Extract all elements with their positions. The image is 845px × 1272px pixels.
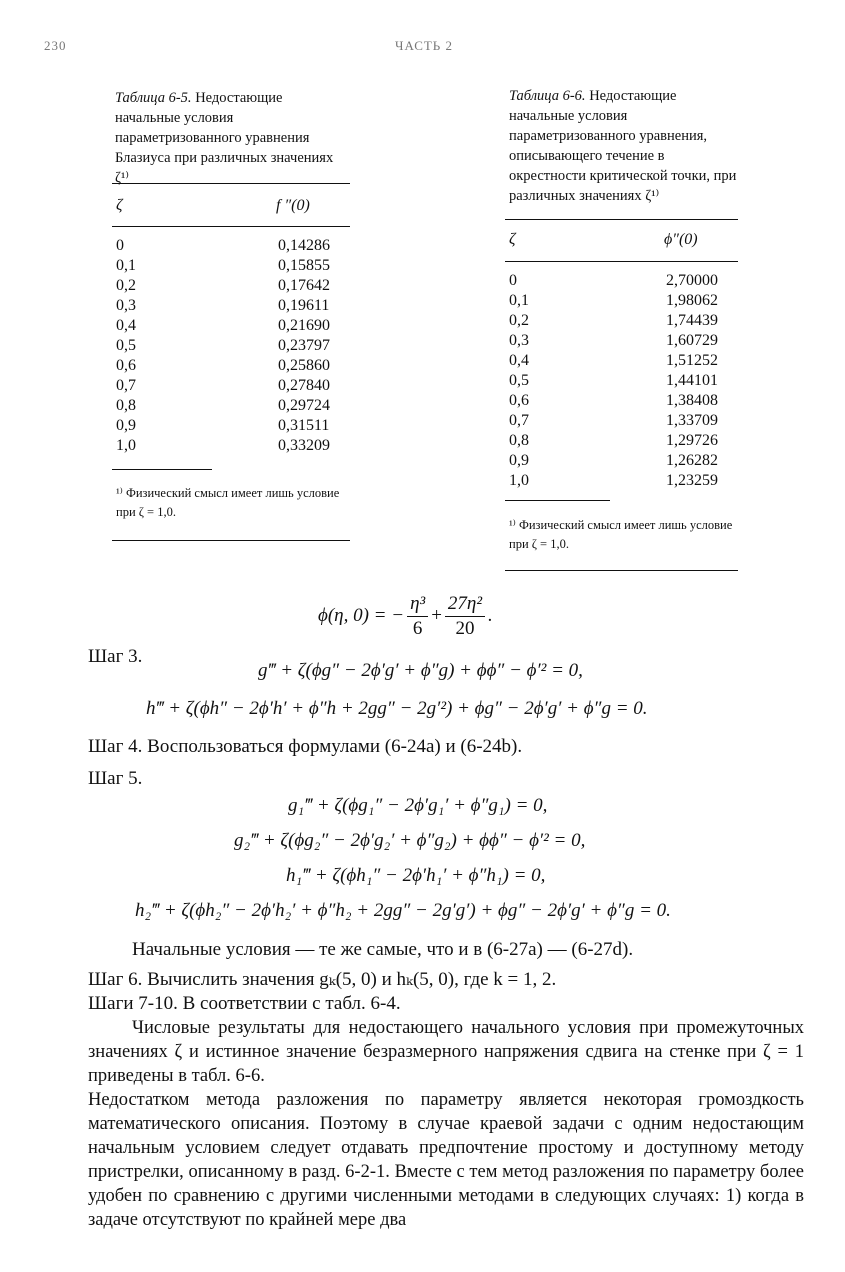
table-6-5-bottom-rule xyxy=(112,540,350,541)
table-6-5-label: Таблица 6-5. xyxy=(115,90,192,106)
formula-phi xyxy=(318,592,493,641)
step4: Шаг 4. Воспользоваться формулами (6-24a) и (6-24b). xyxy=(88,736,523,757)
step5-eq2: g₂‴ + ζ(ϕg₂″ − 2ϕ′g₂′ + ϕ″g₂) + ϕϕ″ − ϕ′² = 0, xyxy=(234,830,586,851)
initial-conditions: Начальные условия — те же самые, что и в (6-27a) — (6-27d). xyxy=(132,939,634,960)
value-cell: 1,51252 xyxy=(666,352,718,369)
zeta-cell: 0,6 xyxy=(509,392,529,409)
zeta-cell: 0,4 xyxy=(509,352,529,369)
table-6-6-caption-text: Недостающие начальные условия параметризованного уравнения, описывающего течение в окрестности критической точки, при различных значениях ζ¹⁾ xyxy=(509,88,737,204)
zeta-cell: 0,9 xyxy=(509,452,529,469)
table-row xyxy=(509,411,718,431)
table-6-6-label: Таблица 6-6. xyxy=(509,88,586,104)
formula-phi-plus: + xyxy=(431,604,442,626)
table-6-5-top-rule xyxy=(112,183,350,184)
table-row xyxy=(116,276,330,296)
value-cell: 0,25860 xyxy=(278,357,330,374)
table-6-5-caption xyxy=(115,88,350,188)
table-row xyxy=(116,256,330,276)
value-cell: 1,98062 xyxy=(666,292,718,309)
zeta-cell: 1,0 xyxy=(116,437,136,454)
zeta-cell: 0,2 xyxy=(116,277,136,294)
zeta-cell: 0,3 xyxy=(116,297,136,314)
table-row xyxy=(116,376,330,396)
table-6-5-caption-text: Недостающие начальные условия параметризованного уравнения Блазиуса при различных значениях ζ¹⁾ xyxy=(115,90,334,186)
table-row xyxy=(509,271,718,291)
value-cell: 0,33209 xyxy=(278,437,330,454)
step5-label: Шаг 5. xyxy=(88,768,143,789)
table-row xyxy=(509,391,718,411)
step5-eq3: h₁‴ + ζ(ϕh₁″ − 2ϕ′h₁′ + ϕ″h₁) = 0, xyxy=(286,865,546,886)
zeta-cell: 0,1 xyxy=(509,292,529,309)
zeta-cell: 0,3 xyxy=(509,332,529,349)
value-cell: 1,26282 xyxy=(666,452,718,469)
table-row xyxy=(116,436,330,456)
value-cell: 0,15855 xyxy=(278,257,330,274)
table-6-6-col2: ϕ″(0) xyxy=(664,231,698,248)
zeta-cell: 0,7 xyxy=(116,377,136,394)
table-row xyxy=(116,236,330,256)
table-row xyxy=(509,291,718,311)
formula-phi-frac2-num: 27η² xyxy=(445,592,485,617)
value-cell: 1,60729 xyxy=(666,332,718,349)
formula-phi-frac1 xyxy=(407,592,428,641)
value-cell: 2,70000 xyxy=(666,272,718,289)
zeta-cell: 0,5 xyxy=(509,372,529,389)
formula-phi-frac2-den: 20 xyxy=(455,618,475,639)
table-6-6-col1: ζ xyxy=(509,231,516,248)
formula-phi-end: . xyxy=(488,604,493,626)
zeta-cell: 0,1 xyxy=(116,257,136,274)
table-6-5-header xyxy=(116,196,310,216)
zeta-cell: 0,8 xyxy=(509,432,529,449)
table-row xyxy=(116,356,330,376)
formula-phi-lhs: ϕ(η, 0) = − xyxy=(318,604,405,626)
table-6-6-top-rule xyxy=(505,219,738,220)
table-6-6-footnote-rule xyxy=(505,500,610,501)
table-6-5-footnote-rule xyxy=(112,469,212,470)
formula-phi-frac2 xyxy=(445,592,485,641)
table-6-6-body xyxy=(509,271,718,491)
value-cell: 1,29726 xyxy=(666,432,718,449)
zeta-cell: 1,0 xyxy=(509,472,529,489)
zeta-cell: 0,9 xyxy=(116,417,136,434)
value-cell: 0,31511 xyxy=(278,417,330,434)
zeta-cell: 0,8 xyxy=(116,397,136,414)
step3-label: Шаг 3. xyxy=(88,646,143,667)
table-row xyxy=(116,416,330,436)
table-6-6-caption xyxy=(509,86,737,206)
table-row xyxy=(509,431,718,451)
value-cell: 0,29724 xyxy=(278,397,330,414)
value-cell: 0,27840 xyxy=(278,377,330,394)
zeta-cell: 0,6 xyxy=(116,357,136,374)
table-6-5-header-rule xyxy=(112,226,350,227)
table-row xyxy=(509,451,718,471)
table-row xyxy=(509,331,718,351)
step3-eq1: g‴ + ζ(ϕg″ − 2ϕ′g′ + ϕ″g) + ϕϕ″ − ϕ′² = 0, xyxy=(258,660,583,681)
zeta-cell: 0,5 xyxy=(116,337,136,354)
table-row xyxy=(509,371,718,391)
value-cell: 0,19611 xyxy=(278,297,330,314)
formula-phi-frac1-den: 6 xyxy=(412,618,423,639)
table-6-5-body xyxy=(116,236,330,456)
value-cell: 1,74439 xyxy=(666,312,718,329)
zeta-cell: 0,4 xyxy=(116,317,136,334)
page-number: 230 xyxy=(44,38,67,53)
zeta-cell: 0 xyxy=(116,237,124,254)
table-6-5-col1: ζ xyxy=(116,197,123,214)
table-6-6-bottom-rule xyxy=(505,570,738,571)
table-row xyxy=(116,316,330,336)
table-row xyxy=(116,396,330,416)
step5-eq4: h₂‴ + ζ(ϕh₂″ − 2ϕ′h₂′ + ϕ″h₂ + 2gg″ − 2g′g′) + ϕg″ − 2ϕ′g′ + ϕ″g = 0. xyxy=(135,900,671,921)
table-6-5-col2: f ″(0) xyxy=(276,197,310,214)
table-row xyxy=(509,351,718,371)
table-6-6-footnote: ¹⁾ Физический смысл имеет лишь условие при ζ = 1,0. xyxy=(509,518,733,551)
zeta-cell: 0,7 xyxy=(509,412,529,429)
zeta-cell: 0,2 xyxy=(509,312,529,329)
value-cell: 1,33709 xyxy=(666,412,718,429)
table-row xyxy=(509,311,718,331)
table-6-6-header-rule xyxy=(505,261,738,262)
table-row xyxy=(116,336,330,356)
running-header: ЧАСТЬ 2 xyxy=(395,38,454,53)
steps-7-10: Шаги 7-10. В соответствии с табл. 6-4. xyxy=(88,993,401,1014)
value-cell: 0,21690 xyxy=(278,317,330,334)
table-6-6-header xyxy=(509,230,698,250)
paragraph-method: Недостатком метода разложения по параметру является некоторая громоздкость математического описания. Поэтому в случае краевой задачи с одним недостающим начальным условием следует отдавать предпочтение простому и доступному методу пристрелки, описанному в разд. 6-2-1. Вместе с тем метод разложения по параметру более удобен по сравнению с другими численными методами в следующих случаях: 1) когда в задаче отсутствуют по крайней мере два xyxy=(88,1090,804,1230)
value-cell: 0,23797 xyxy=(278,337,330,354)
table-row xyxy=(116,296,330,316)
paragraph-results: Числовые результаты для недостающего начального условия при промежуточных значениях ζ и истинное значение безразмерного напряжения сдвига на стенке при ζ = 1 приведены в табл. 6-6. xyxy=(88,1018,804,1086)
step3-eq2: h‴ + ζ(ϕh″ − 2ϕ′h′ + ϕ″h + 2gg″ − 2g′²) + ϕg″ − 2ϕ′g′ + ϕ″g = 0. xyxy=(146,698,648,719)
table-6-5-footnote: ¹⁾ Физический смысл имеет лишь условие при ζ = 1,0. xyxy=(116,486,340,519)
value-cell: 1,23259 xyxy=(666,472,718,489)
value-cell: 1,38408 xyxy=(666,392,718,409)
value-cell: 0,17642 xyxy=(278,277,330,294)
step5-eq1: g₁‴ + ζ(ϕg₁″ − 2ϕ′g₁′ + ϕ″g₁) = 0, xyxy=(288,795,548,816)
value-cell: 0,14286 xyxy=(278,237,330,254)
table-row xyxy=(509,471,718,491)
value-cell: 1,44101 xyxy=(666,372,718,389)
formula-phi-frac1-num: η³ xyxy=(407,592,428,617)
zeta-cell: 0 xyxy=(509,272,517,289)
step6: Шаг 6. Вычислить значения gₖ(5, 0) и hₖ(5, 0), где k = 1, 2. xyxy=(88,969,557,990)
